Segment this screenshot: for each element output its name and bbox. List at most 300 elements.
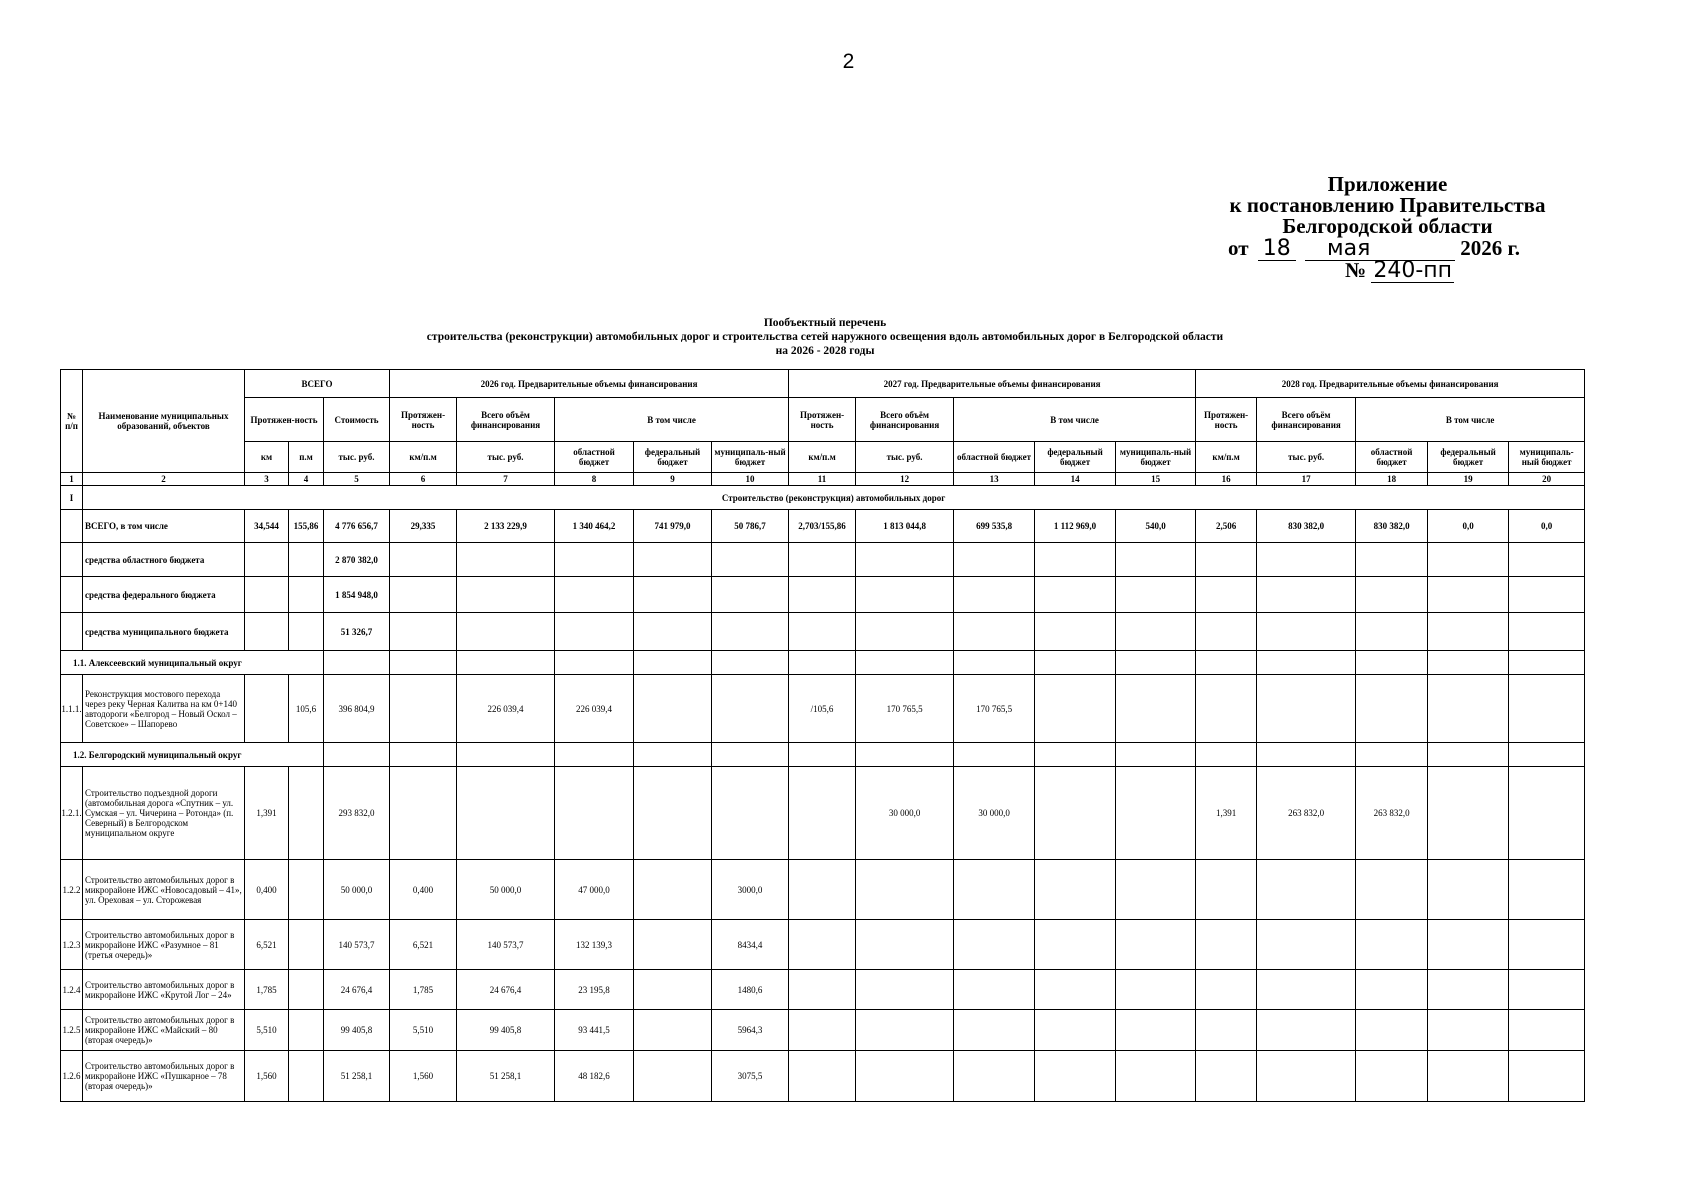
value-cell <box>1116 651 1196 675</box>
value-cell: 741 979,0 <box>634 510 712 543</box>
value-cell <box>1356 743 1428 767</box>
value-cell <box>1116 1051 1196 1102</box>
value-cell <box>555 767 634 860</box>
value-cell: 170 765,5 <box>856 675 954 743</box>
value-cell: 6,521 <box>245 920 289 970</box>
value-cell <box>712 577 789 613</box>
value-cell <box>1196 860 1257 920</box>
value-cell <box>634 970 712 1010</box>
value-cell <box>856 1051 954 1102</box>
column-number: 8 <box>555 473 634 486</box>
value-cell: 2 133 229,9 <box>457 510 555 543</box>
value-cell <box>1356 613 1428 651</box>
value-cell <box>634 1010 712 1051</box>
table-row <box>61 970 1585 1010</box>
value-cell <box>712 767 789 860</box>
value-cell <box>1196 577 1257 613</box>
value-cell <box>457 613 555 651</box>
row-number: 1.2.6 <box>61 1051 83 1102</box>
value-cell <box>457 543 555 577</box>
value-cell <box>1356 651 1428 675</box>
value-cell: 2 870 382,0 <box>324 543 390 577</box>
value-cell: 24 676,4 <box>324 970 390 1010</box>
column-number: 1 <box>61 473 83 486</box>
row-name: Строительство подъездной дороги (автомобильная дорога «Спутник – ул. Сумская – ул. Чичерина – Ротонда» (п. Северный) в Белгородском муниципальном округе <box>83 767 245 860</box>
value-cell <box>1509 860 1585 920</box>
value-cell <box>1356 1051 1428 1102</box>
value-cell <box>954 743 1035 767</box>
value-cell: 47 000,0 <box>555 860 634 920</box>
value-cell: 140 573,7 <box>324 920 390 970</box>
value-cell: 226 039,4 <box>457 675 555 743</box>
table-row <box>61 767 1585 860</box>
value-cell <box>1116 970 1196 1010</box>
value-cell <box>789 577 856 613</box>
value-cell: 293 832,0 <box>324 767 390 860</box>
subsection-title: 1.1. Алексеевский муниципальный округ <box>61 651 324 675</box>
value-cell <box>954 543 1035 577</box>
document-title <box>0 316 1650 358</box>
appendix-decree: к постановлению Правительства <box>1229 193 1546 217</box>
header-2028-total: Всего объём финансирования <box>1257 398 1356 442</box>
unit-2027-federal: федеральный бюджет <box>1035 442 1116 473</box>
value-cell <box>245 675 289 743</box>
title-line-1: Пообъектный перечень <box>763 317 887 329</box>
value-cell <box>634 1051 712 1102</box>
value-cell <box>245 577 289 613</box>
value-cell: 99 405,8 <box>324 1010 390 1051</box>
row-number: 1.2.2 <box>61 860 83 920</box>
value-cell <box>1509 743 1585 767</box>
value-cell: 0,400 <box>390 860 457 920</box>
header-2027-including: В том числе <box>954 398 1196 442</box>
value-cell <box>1035 543 1116 577</box>
value-cell <box>289 1010 324 1051</box>
value-cell <box>1428 543 1509 577</box>
value-cell <box>1257 651 1356 675</box>
row-name: Строительство автомобильных дорог в микрорайоне ИЖС «Крутой Лог – 24» <box>83 970 245 1010</box>
header-cost: Стоимость <box>324 398 390 442</box>
value-cell: 5,510 <box>245 1010 289 1051</box>
value-cell <box>555 543 634 577</box>
column-number: 13 <box>954 473 1035 486</box>
value-cell <box>1509 767 1585 860</box>
header-num: № п/п <box>61 370 83 473</box>
value-cell: 24 676,4 <box>457 970 555 1010</box>
value-cell: 51 258,1 <box>324 1051 390 1102</box>
value-cell <box>789 1051 856 1102</box>
column-number: 18 <box>1356 473 1428 486</box>
column-number: 16 <box>1196 473 1257 486</box>
column-number: 19 <box>1428 473 1509 486</box>
value-cell <box>1257 920 1356 970</box>
value-cell <box>1509 651 1585 675</box>
value-cell: 132 139,3 <box>555 920 634 970</box>
header-2028: 2028 год. Предварительные объемы финансирования <box>1196 370 1585 398</box>
value-cell <box>856 860 954 920</box>
value-cell <box>1257 613 1356 651</box>
value-cell <box>1116 743 1196 767</box>
value-cell <box>555 577 634 613</box>
value-cell <box>789 970 856 1010</box>
value-cell: 3075,5 <box>712 1051 789 1102</box>
value-cell <box>1257 860 1356 920</box>
header-2026-total: Всего объём финансирования <box>457 398 555 442</box>
row-name: Строительство автомобильных дорог в микрорайоне ИЖС «Пушкарное – 78 (вторая очередь)» <box>83 1051 245 1102</box>
value-cell <box>1035 743 1116 767</box>
value-cell <box>1509 675 1585 743</box>
value-cell <box>1428 860 1509 920</box>
value-cell <box>789 767 856 860</box>
value-cell <box>1196 970 1257 1010</box>
value-cell <box>856 577 954 613</box>
value-cell: 30 000,0 <box>954 767 1035 860</box>
funding-row <box>61 613 1585 651</box>
appendix-region: Белгородской области <box>1282 214 1493 238</box>
column-number: 6 <box>390 473 457 486</box>
value-cell <box>289 767 324 860</box>
value-cell <box>1116 767 1196 860</box>
unit-cost: тыс. руб. <box>324 442 390 473</box>
value-cell: 2,703/155,86 <box>789 510 856 543</box>
roads-table <box>60 369 1585 1102</box>
value-cell <box>712 743 789 767</box>
value-cell: 0,0 <box>1428 510 1509 543</box>
table-body <box>61 486 1585 1102</box>
column-number: 12 <box>856 473 954 486</box>
value-cell <box>789 651 856 675</box>
value-cell <box>856 613 954 651</box>
page-number: 2 <box>842 50 855 73</box>
column-number: 15 <box>1116 473 1196 486</box>
section-title: Строительство (реконструкция) автомобильных дорог <box>83 486 1585 510</box>
value-cell <box>457 743 555 767</box>
value-cell <box>555 651 634 675</box>
value-cell: 1 854 948,0 <box>324 577 390 613</box>
total-row <box>61 510 1585 543</box>
value-cell: 3000,0 <box>712 860 789 920</box>
value-cell <box>1257 743 1356 767</box>
value-cell <box>1509 613 1585 651</box>
value-cell <box>1196 543 1257 577</box>
value-cell <box>1428 743 1509 767</box>
value-cell <box>390 577 457 613</box>
value-cell <box>1509 1010 1585 1051</box>
value-cell <box>1428 1051 1509 1102</box>
value-cell <box>1428 767 1509 860</box>
value-cell <box>1428 577 1509 613</box>
value-cell <box>1257 970 1356 1010</box>
value-cell <box>954 1051 1035 1102</box>
decree-number-value: 240-пп <box>1373 258 1453 283</box>
column-number: 7 <box>457 473 555 486</box>
value-cell <box>954 651 1035 675</box>
value-cell <box>1116 543 1196 577</box>
value-cell <box>856 1010 954 1051</box>
unit-2026-federal: федеральный бюджет <box>634 442 712 473</box>
value-cell: 34,544 <box>245 510 289 543</box>
value-cell <box>856 920 954 970</box>
unit-2026-length: км/п.м <box>390 442 457 473</box>
header-2027: 2027 год. Предварительные объемы финансирования <box>789 370 1196 398</box>
value-cell <box>1428 613 1509 651</box>
value-cell <box>390 767 457 860</box>
header-total: ВСЕГО <box>245 370 390 398</box>
row-name: Реконструкция мостового перехода через реку Черная Калитва на км 0+140 автодороги «Белгород – Новый Оскол – Советское» – Шапорево <box>83 675 245 743</box>
value-cell: 50 000,0 <box>324 860 390 920</box>
value-cell <box>1035 675 1116 743</box>
value-cell <box>634 743 712 767</box>
value-cell <box>1257 543 1356 577</box>
row-number <box>61 613 83 651</box>
value-cell: 8434,4 <box>712 920 789 970</box>
value-cell <box>1428 920 1509 970</box>
value-cell <box>712 543 789 577</box>
value-cell <box>1428 1010 1509 1051</box>
header-name: Наименование муниципальных образований, объектов <box>83 370 245 473</box>
value-cell <box>954 1010 1035 1051</box>
header-2026: 2026 год. Предварительные объемы финансирования <box>390 370 789 398</box>
value-cell <box>634 577 712 613</box>
value-cell <box>1035 1010 1116 1051</box>
value-cell <box>1356 577 1428 613</box>
value-cell <box>634 767 712 860</box>
row-number <box>61 510 83 543</box>
subsection-row <box>61 743 1585 767</box>
value-cell: 540,0 <box>1116 510 1196 543</box>
row-name: Строительство автомобильных дорог в микрорайоне ИЖС «Новосадовый – 41», ул. Ореховая – ул. Сторожевая <box>83 860 245 920</box>
value-cell <box>712 675 789 743</box>
value-cell <box>289 577 324 613</box>
value-cell: 830 382,0 <box>1356 510 1428 543</box>
value-cell: 5964,3 <box>712 1010 789 1051</box>
row-name: Строительство автомобильных дорог в микрорайоне ИЖС «Майский – 80 (вторая очередь)» <box>83 1010 245 1051</box>
header-2028-including: В том числе <box>1356 398 1585 442</box>
value-cell <box>1116 1010 1196 1051</box>
value-cell <box>555 613 634 651</box>
value-cell <box>289 970 324 1010</box>
value-cell <box>1035 577 1116 613</box>
value-cell <box>1196 651 1257 675</box>
unit-2028-federal: федеральный бюджет <box>1428 442 1509 473</box>
value-cell <box>1035 860 1116 920</box>
value-cell <box>712 613 789 651</box>
column-number: 4 <box>289 473 324 486</box>
value-cell <box>457 651 555 675</box>
unit-2027-total: тыс. руб. <box>856 442 954 473</box>
row-name: средства муниципального бюджета <box>83 613 245 651</box>
value-cell <box>789 543 856 577</box>
value-cell: 1,785 <box>245 970 289 1010</box>
header-2026-including: В том числе <box>555 398 789 442</box>
table-row <box>61 675 1585 743</box>
value-cell <box>1356 860 1428 920</box>
unit-2028-total: тыс. руб. <box>1257 442 1356 473</box>
value-cell <box>289 920 324 970</box>
value-cell <box>1356 970 1428 1010</box>
value-cell <box>1356 543 1428 577</box>
column-number: 5 <box>324 473 390 486</box>
value-cell <box>1035 651 1116 675</box>
value-cell <box>1356 675 1428 743</box>
header-2027-length: Протяжен-ность <box>789 398 856 442</box>
value-cell <box>289 1051 324 1102</box>
from-label: от <box>1228 236 1249 260</box>
value-cell: 51 258,1 <box>457 1051 555 1102</box>
value-cell: 6,521 <box>390 920 457 970</box>
header-2026-length: Протяжен-ность <box>390 398 457 442</box>
value-cell <box>390 613 457 651</box>
value-cell: 1 112 969,0 <box>1035 510 1116 543</box>
decree-month: мая <box>1305 238 1455 261</box>
value-cell <box>954 613 1035 651</box>
value-cell: 1480,6 <box>712 970 789 1010</box>
value-cell: 396 804,9 <box>324 675 390 743</box>
value-cell <box>1509 577 1585 613</box>
value-cell <box>954 577 1035 613</box>
value-cell: 1 813 044,8 <box>856 510 954 543</box>
value-cell <box>1257 1010 1356 1051</box>
value-cell <box>856 743 954 767</box>
section-row <box>61 486 1585 510</box>
value-cell: 23 195,8 <box>555 970 634 1010</box>
decree-number <box>1345 258 1454 283</box>
value-cell <box>1356 1010 1428 1051</box>
value-cell <box>390 543 457 577</box>
value-cell <box>1116 860 1196 920</box>
value-cell <box>289 613 324 651</box>
value-cell <box>1509 920 1585 970</box>
decree-year: 2026 г. <box>1460 236 1520 260</box>
value-cell <box>789 920 856 970</box>
decree-day: 18 <box>1258 238 1296 261</box>
row-number: 1.2.5 <box>61 1010 83 1051</box>
row-number: 1.1.1. <box>61 675 83 743</box>
value-cell <box>457 577 555 613</box>
value-cell <box>289 543 324 577</box>
value-cell <box>1035 613 1116 651</box>
unit-2028-length: км/п.м <box>1196 442 1257 473</box>
column-numbers-row <box>61 473 1585 486</box>
value-cell <box>390 743 457 767</box>
value-cell <box>1257 577 1356 613</box>
value-cell: /105,6 <box>789 675 856 743</box>
value-cell <box>1196 1051 1257 1102</box>
row-number: 1.2.4 <box>61 970 83 1010</box>
value-cell: 4 776 656,7 <box>324 510 390 543</box>
header-2027-total: Всего объём финансирования <box>856 398 954 442</box>
value-cell <box>1196 675 1257 743</box>
value-cell <box>1356 920 1428 970</box>
value-cell <box>1035 920 1116 970</box>
value-cell <box>634 860 712 920</box>
value-cell <box>555 743 634 767</box>
table-row <box>61 1010 1585 1051</box>
value-cell <box>324 651 390 675</box>
row-number <box>61 577 83 613</box>
value-cell <box>1035 767 1116 860</box>
row-number <box>61 543 83 577</box>
value-cell <box>954 860 1035 920</box>
column-number: 2 <box>83 473 245 486</box>
row-name: средства федерального бюджета <box>83 577 245 613</box>
unit-2026-municipal: муниципаль-ный бюджет <box>712 442 789 473</box>
value-cell: 226 039,4 <box>555 675 634 743</box>
value-cell: 830 382,0 <box>1257 510 1356 543</box>
row-name: ВСЕГО, в том числе <box>83 510 245 543</box>
value-cell <box>1257 675 1356 743</box>
value-cell: 170 765,5 <box>954 675 1035 743</box>
appendix-title: Приложение <box>1327 172 1448 196</box>
value-cell <box>1509 970 1585 1010</box>
subsection-row <box>61 651 1585 675</box>
unit-2028-municipal: муниципаль-ный бюджет <box>1509 442 1585 473</box>
value-cell: 0,0 <box>1509 510 1585 543</box>
value-cell: 1,560 <box>245 1051 289 1102</box>
value-cell <box>1509 1051 1585 1102</box>
value-cell <box>856 651 954 675</box>
value-cell: 50 000,0 <box>457 860 555 920</box>
row-number: 1.2.1. <box>61 767 83 860</box>
header-2028-length: Протяжен-ность <box>1196 398 1257 442</box>
row-name: Строительство автомобильных дорог в микрорайоне ИЖС «Разумное – 81 (третья очередь)» <box>83 920 245 970</box>
row-name: средства областного бюджета <box>83 543 245 577</box>
value-cell: 1,391 <box>1196 767 1257 860</box>
value-cell: 93 441,5 <box>555 1010 634 1051</box>
value-cell <box>789 743 856 767</box>
column-number: 17 <box>1257 473 1356 486</box>
value-cell <box>789 1010 856 1051</box>
appendix-header <box>1215 174 1560 237</box>
subsection-title: 1.2. Белгородский муниципальный округ <box>61 743 324 767</box>
column-number: 11 <box>789 473 856 486</box>
unit-2026-total: тыс. руб. <box>457 442 555 473</box>
value-cell: 30 000,0 <box>856 767 954 860</box>
value-cell <box>1116 920 1196 970</box>
value-cell <box>954 920 1035 970</box>
funding-row <box>61 543 1585 577</box>
value-cell <box>634 543 712 577</box>
value-cell <box>1116 613 1196 651</box>
header-length: Протяжен-ность <box>245 398 324 442</box>
column-number: 9 <box>634 473 712 486</box>
unit-2027-municipal: муниципаль-ный бюджет <box>1116 442 1196 473</box>
value-cell <box>1035 1051 1116 1102</box>
value-cell <box>712 651 789 675</box>
value-cell: 50 786,7 <box>712 510 789 543</box>
value-cell: 99 405,8 <box>457 1010 555 1051</box>
value-cell <box>856 970 954 1010</box>
value-cell <box>1116 675 1196 743</box>
column-number: 20 <box>1509 473 1585 486</box>
value-cell: 1,391 <box>245 767 289 860</box>
value-cell: 155,86 <box>289 510 324 543</box>
value-cell <box>390 651 457 675</box>
value-cell <box>634 613 712 651</box>
value-cell: 51 326,7 <box>324 613 390 651</box>
column-number: 14 <box>1035 473 1116 486</box>
value-cell: 1 340 464,2 <box>555 510 634 543</box>
value-cell: 263 832,0 <box>1257 767 1356 860</box>
section-number: I <box>61 486 83 510</box>
value-cell <box>289 860 324 920</box>
value-cell: 48 182,6 <box>555 1051 634 1102</box>
value-cell <box>390 675 457 743</box>
title-line-3: на 2026 - 2028 годы <box>775 345 875 357</box>
unit-2027-regional: областной бюджет <box>954 442 1035 473</box>
number-label: № <box>1345 258 1367 282</box>
value-cell <box>1196 1010 1257 1051</box>
